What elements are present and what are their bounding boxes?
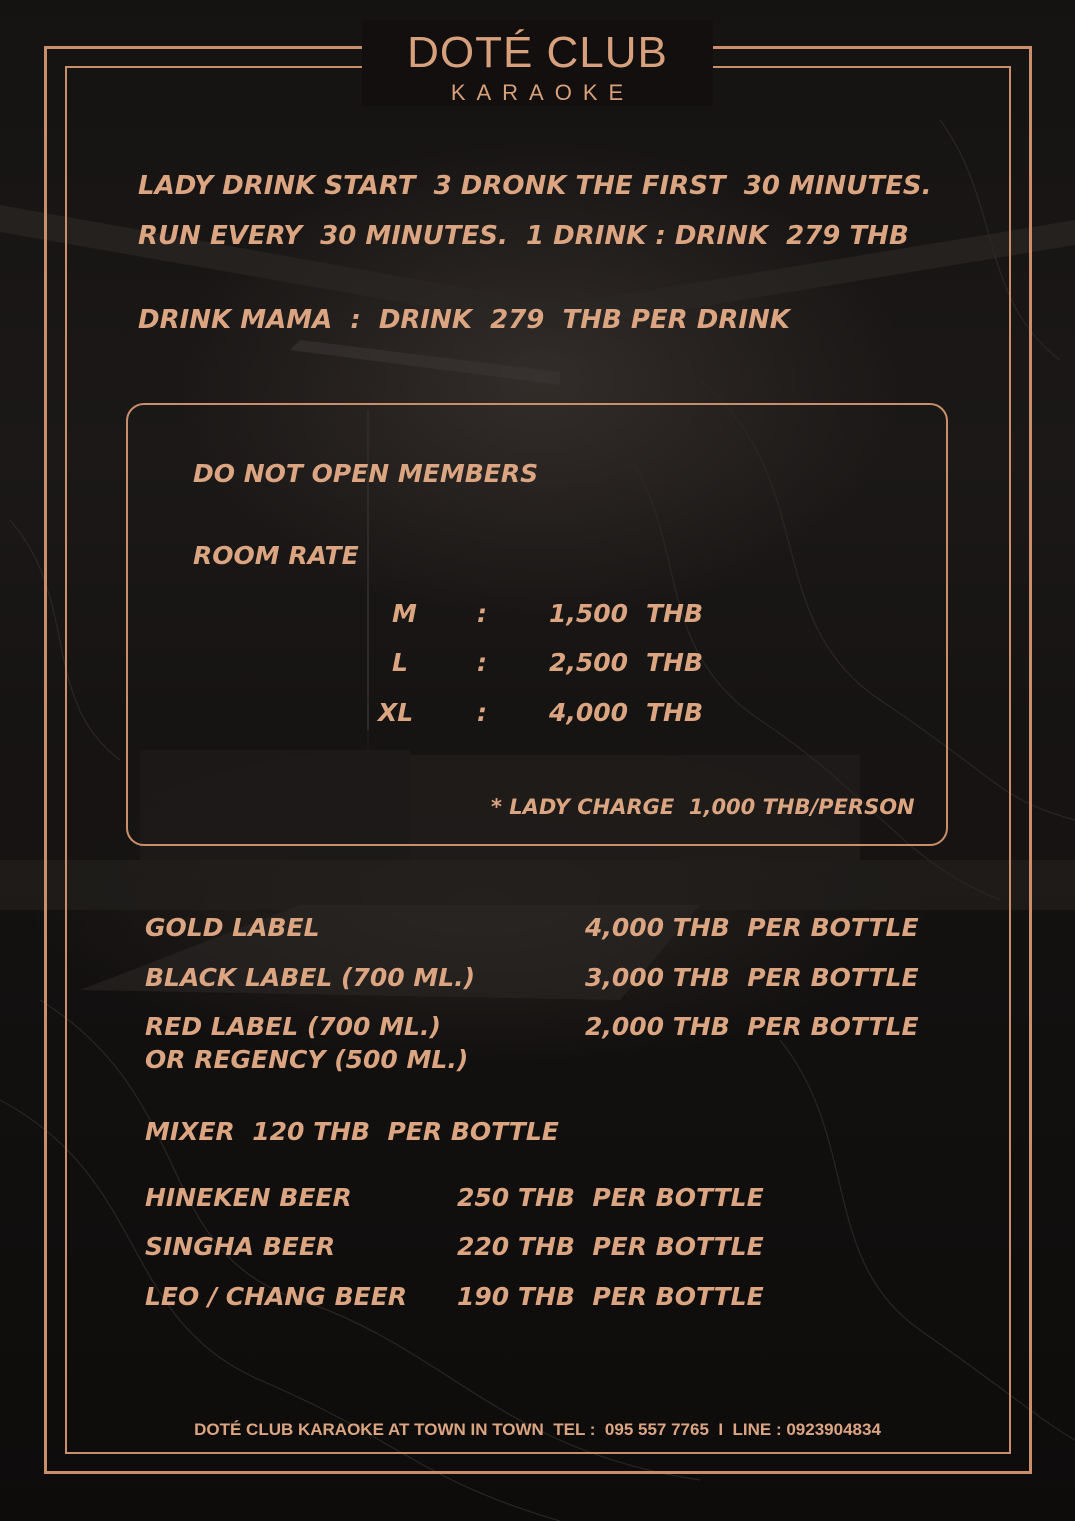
whisky-name: BLACK LABEL (700 ML.) — [145, 963, 476, 992]
beer-name: HINEKEN BEER — [145, 1183, 352, 1212]
rate-unit: THB — [646, 599, 704, 628]
lady-drink-line-2: RUN EVERY 30 MINUTES. 1 DRINK : DRINK 279 THB — [138, 221, 909, 251]
logo-title: DOTÉ CLUB — [407, 28, 668, 77]
whisky-name-alt: OR REGENCY (500 ML.) — [145, 1045, 469, 1074]
rate-unit: THB — [646, 648, 704, 677]
whisky-price: 4,000 THB PER BOTTLE — [585, 913, 919, 942]
rate-unit: THB — [646, 698, 704, 727]
rate-price: 4,000 — [549, 698, 629, 727]
rate-size: XL — [378, 698, 414, 727]
drink-mama-line: DRINK MAMA : DRINK 279 THB PER DRINK — [138, 305, 790, 335]
beer-price: 190 THB PER BOTTLE — [457, 1282, 764, 1311]
room-rate-heading: ROOM RATE — [193, 541, 359, 570]
lady-drink-line-1: LADY DRINK START 3 DRONK THE FIRST 30 MINUTES. — [138, 171, 932, 201]
rate-size: L — [392, 648, 408, 677]
rate-price: 2,500 — [549, 648, 629, 677]
whisky-price: 3,000 THB PER BOTTLE — [585, 963, 919, 992]
beer-price: 220 THB PER BOTTLE — [457, 1232, 764, 1261]
rate-size: M — [392, 599, 417, 628]
logo — [362, 20, 713, 106]
rate-separator: : — [477, 648, 487, 677]
rate-separator: : — [477, 698, 487, 727]
members-heading: DO NOT OPEN MEMBERS — [193, 459, 539, 488]
footer-contact: DOTÉ CLUB KARAOKE AT TOWN IN TOWN TEL : 095 557 7765 I LINE : 0923904834 — [194, 1420, 881, 1439]
mixer-line: MIXER 120 THB PER BOTTLE — [145, 1117, 559, 1146]
rate-price: 1,500 — [549, 599, 629, 628]
beer-name: LEO / CHANG BEER — [145, 1282, 408, 1311]
logo-subtitle: KARAOKE — [450, 80, 635, 105]
whisky-name: RED LABEL (700 ML.) — [145, 1012, 441, 1041]
whisky-name: GOLD LABEL — [145, 913, 320, 942]
beer-name: SINGHA BEER — [145, 1232, 336, 1261]
beer-price: 250 THB PER BOTTLE — [457, 1183, 764, 1212]
whisky-price: 2,000 THB PER BOTTLE — [585, 1012, 919, 1041]
lady-charge-note: * LADY CHARGE 1,000 THB/PERSON — [491, 795, 915, 819]
rate-separator: : — [477, 599, 487, 628]
